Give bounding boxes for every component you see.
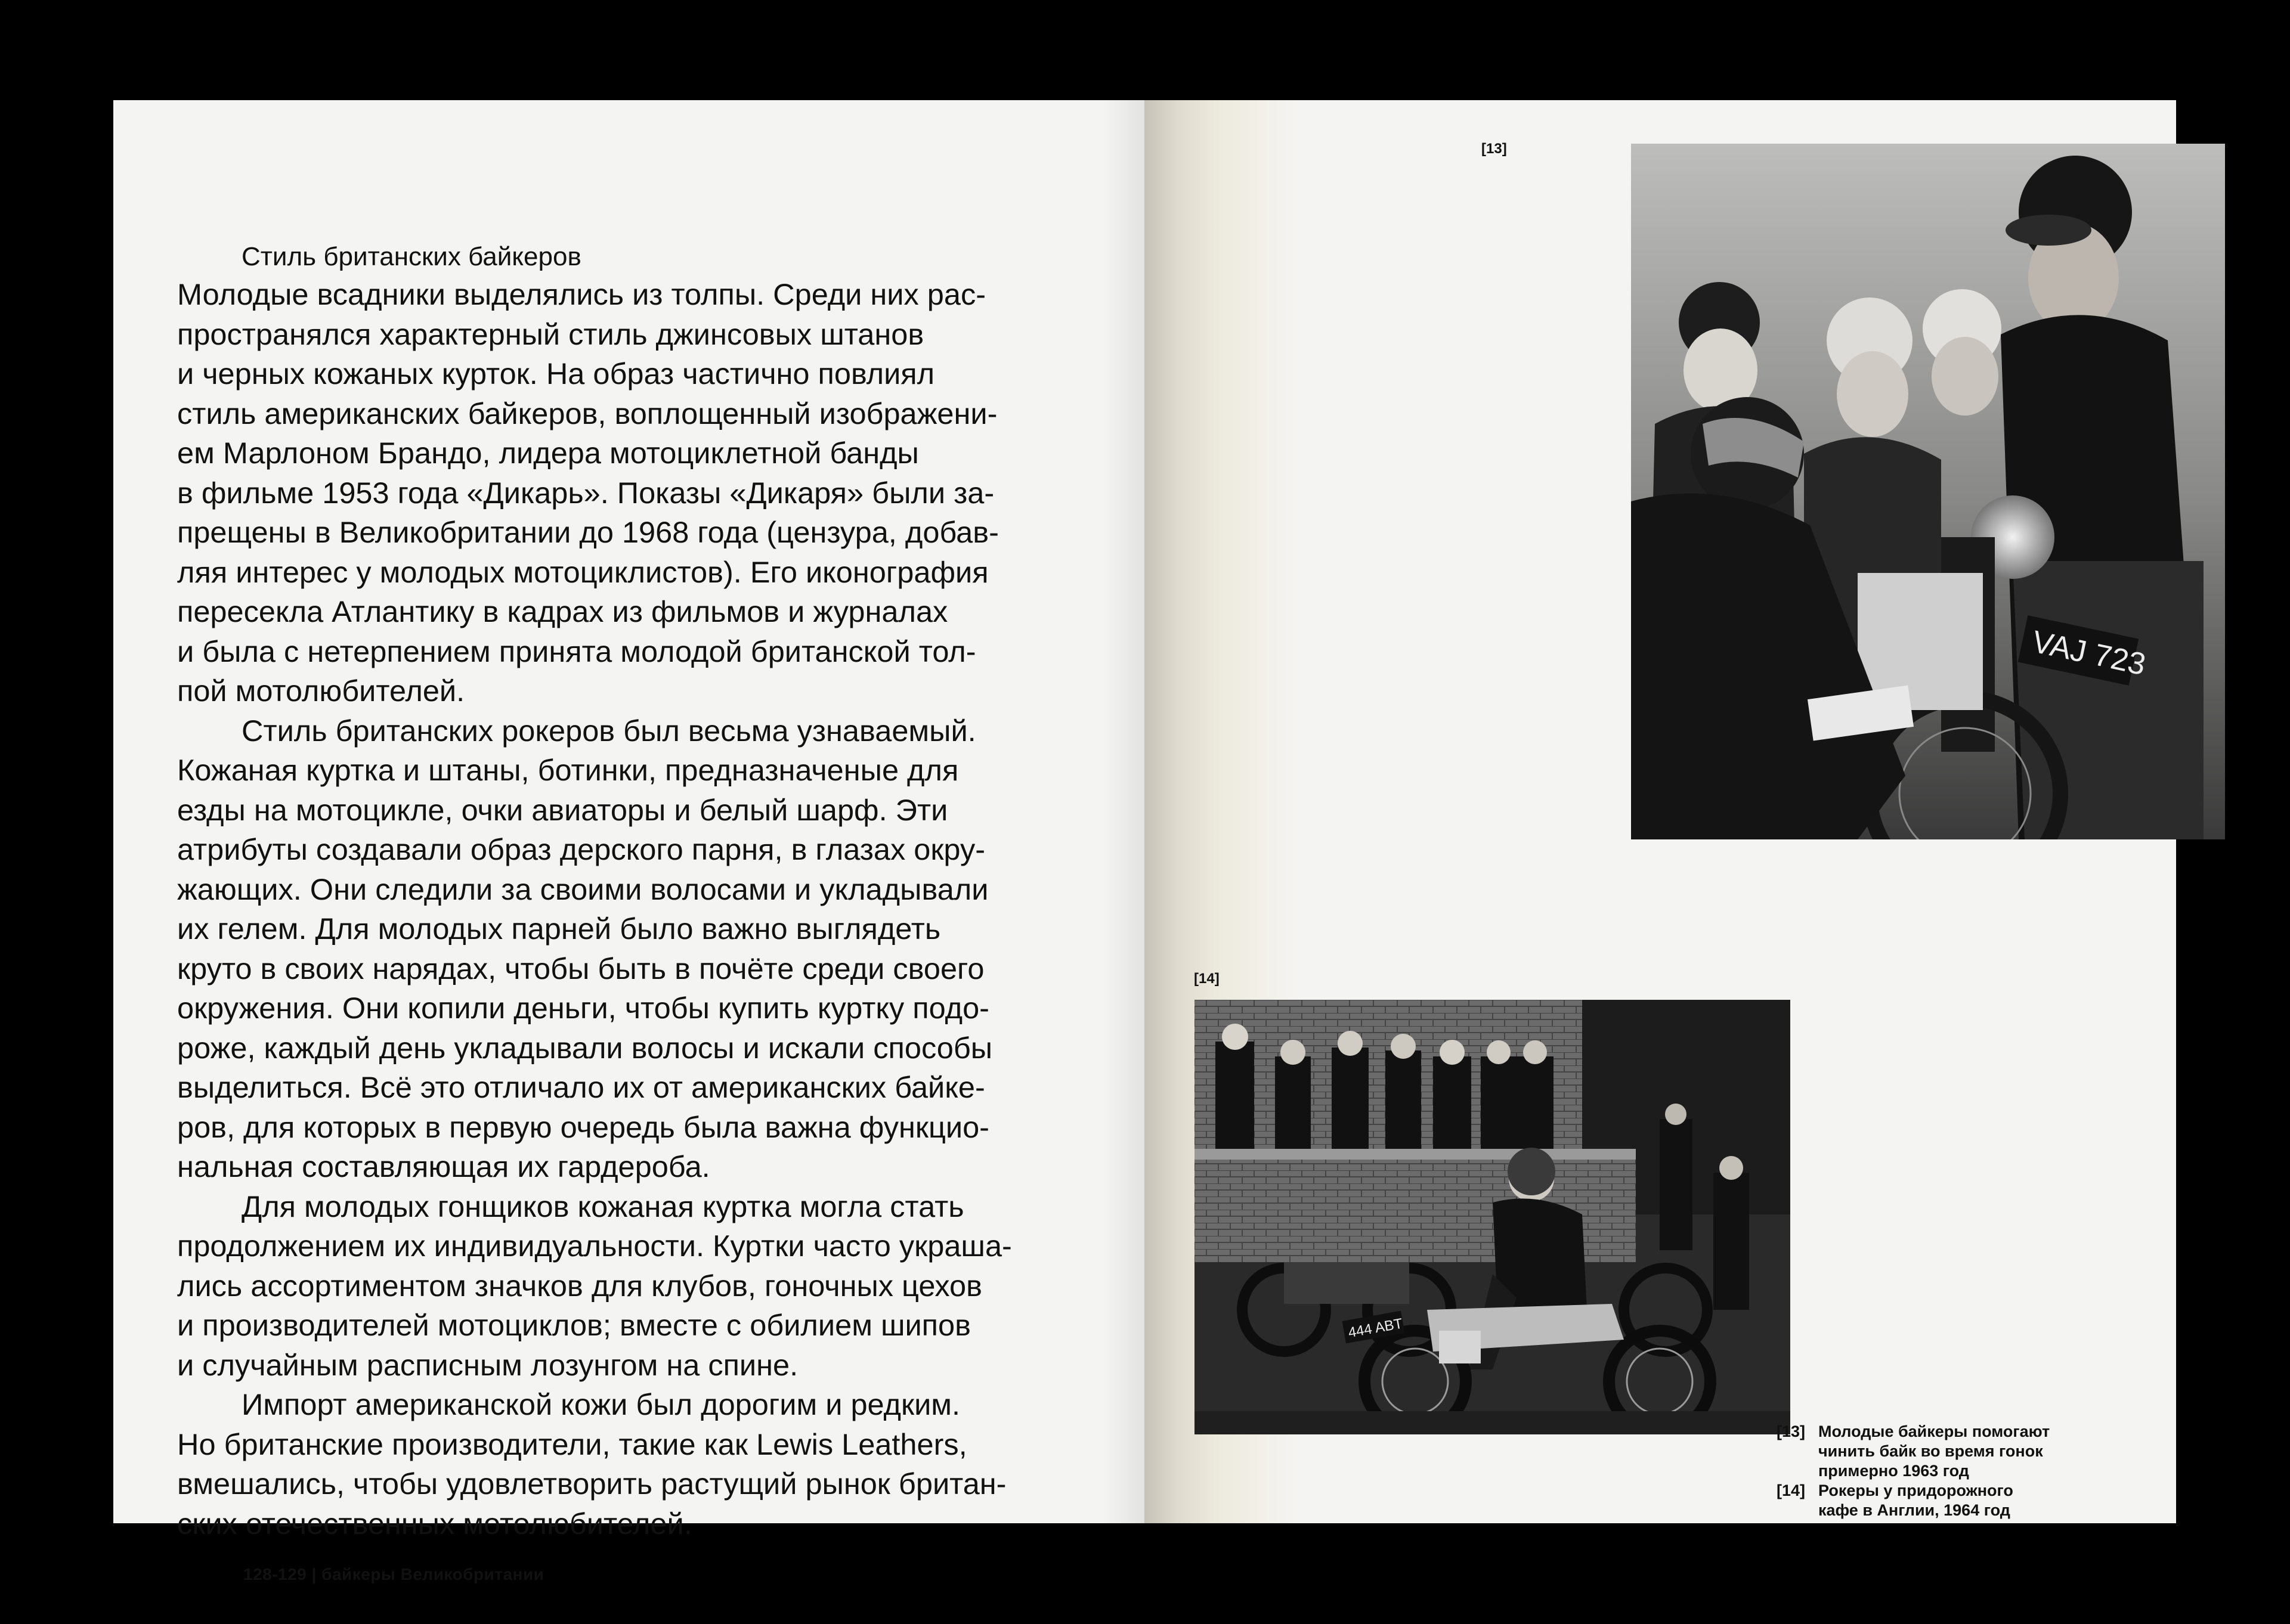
body-text-line: окружения. Они копили деньги, чтобы купить куртку подо- xyxy=(177,991,989,1025)
figure-label-14: [14] xyxy=(1194,971,1220,987)
figure-label-13: [13] xyxy=(1481,141,1507,157)
body-text-line: и черных кожаных курток. На образ частично повлиял xyxy=(177,357,935,390)
body-text-line: и была с нетерпением принята молодой британской тол- xyxy=(177,634,976,668)
body-text-line: пой мотолюбителей. xyxy=(177,674,465,708)
caption-13 xyxy=(1777,1422,2051,1481)
gutter-shadow-left xyxy=(1103,100,1144,1523)
photo-rockers-cafe xyxy=(1194,1000,1790,1434)
body-text-line: пересекла Атлантику в кадрах из фильмов и журналах xyxy=(177,594,948,628)
page-folio: 128-129 | байкеры Великобритании xyxy=(243,1565,544,1583)
body-text-line: в фильме 1953 года «Дикарь». Показы «Дикаря» были за- xyxy=(177,475,995,510)
body-text-line: и производителей мотоциклов; вместе с обилием шипов xyxy=(177,1308,971,1342)
body-text-line: Молодые всадники выделялись из толпы. Среди них рас- xyxy=(177,277,986,311)
body-text-line: выделиться. Всё это отличало их от американских байке- xyxy=(177,1070,985,1104)
body-text-line: круто в своих нарядах, чтобы быть в почёте среди своего xyxy=(177,951,985,985)
body-text-line: Стиль британских рокеров был весьма узнаваемый. xyxy=(242,713,976,748)
body-text-line: атрибуты создавали образ дерского парня, в глазах окру- xyxy=(177,832,986,866)
body-text-line: ляя интерес у молодых мотоциклистов). Его иконография xyxy=(177,554,989,589)
body-text-line: вмешались, чтобы удовлетворить растущий рынок британ- xyxy=(177,1467,1007,1501)
body-text-line: ских отечественных мотолюбителей. xyxy=(177,1506,692,1541)
body-text-line: их гелем. Для молодых парней было важно выглядеть xyxy=(177,912,941,946)
book-spread xyxy=(113,100,2176,1583)
body-text-line: езды на мотоцикле, очки авиаторы и белый шарф. Эти xyxy=(177,792,948,827)
license-plate-text: 444 ABT xyxy=(1347,1315,1404,1341)
figure-captions xyxy=(1777,1422,2051,1520)
right-page xyxy=(1144,100,2176,1523)
caption-14 xyxy=(1777,1481,2051,1520)
caption-number: [14] xyxy=(1777,1482,1806,1499)
left-page xyxy=(113,100,1144,1583)
body-text-line: пространялся характерный стиль джинсовых штанов xyxy=(177,317,924,351)
body-text-line: Для молодых гонщиков кожаная куртка могла стать xyxy=(242,1189,964,1223)
license-plate-text: VAJ 723 xyxy=(2029,624,2149,683)
caption-text: Рокеры у придорожного кафе в Англии, 1964 год xyxy=(1818,1482,2013,1519)
body-text-line: роже, каждый день укладывали волосы и искали способы xyxy=(177,1030,993,1065)
body-text-line: прещены в Великобритании до 1968 года (цензура, добав- xyxy=(177,515,999,549)
caption-text: Молодые байкеры помогают чинить байк во время гонок примерно 1963 год xyxy=(1818,1422,2050,1480)
body-text-line: лись ассортиментом значков для клубов, гоночных цехов xyxy=(177,1268,982,1303)
body-text-line: и случайным расписным лозунгом на спине. xyxy=(177,1347,799,1382)
body-text-line: продолжением их индивидуальности. Куртки часто украша- xyxy=(177,1229,1012,1263)
body-text-line: Импорт американской кожи был дорогим и редким. xyxy=(242,1387,961,1421)
body-text-line: Кожаная куртка и штаны, ботинки, предназначеные для xyxy=(177,753,959,787)
body-text-line: нальная составляющая их гардероба. xyxy=(177,1149,710,1183)
body-text-line: ров, для которых в первую очередь была важна функцио- xyxy=(177,1109,989,1144)
photo-bikers-fixing-bike xyxy=(1631,144,2225,839)
body-text-line: жающих. Они следили за своими волосами и укладывали xyxy=(177,872,989,906)
section-title: Стиль британских байкеров xyxy=(242,242,581,271)
body-text-line: Но британские производители, такие как Lewis Leathers, xyxy=(177,1427,967,1461)
caption-number: [13] xyxy=(1777,1422,1806,1440)
body-text xyxy=(177,275,1096,1544)
body-text-line: ем Марлоном Брандо, лидера мотоциклетной банды xyxy=(177,436,919,470)
body-text-line: стиль американских байкеров, воплощенный изображени- xyxy=(177,396,998,430)
